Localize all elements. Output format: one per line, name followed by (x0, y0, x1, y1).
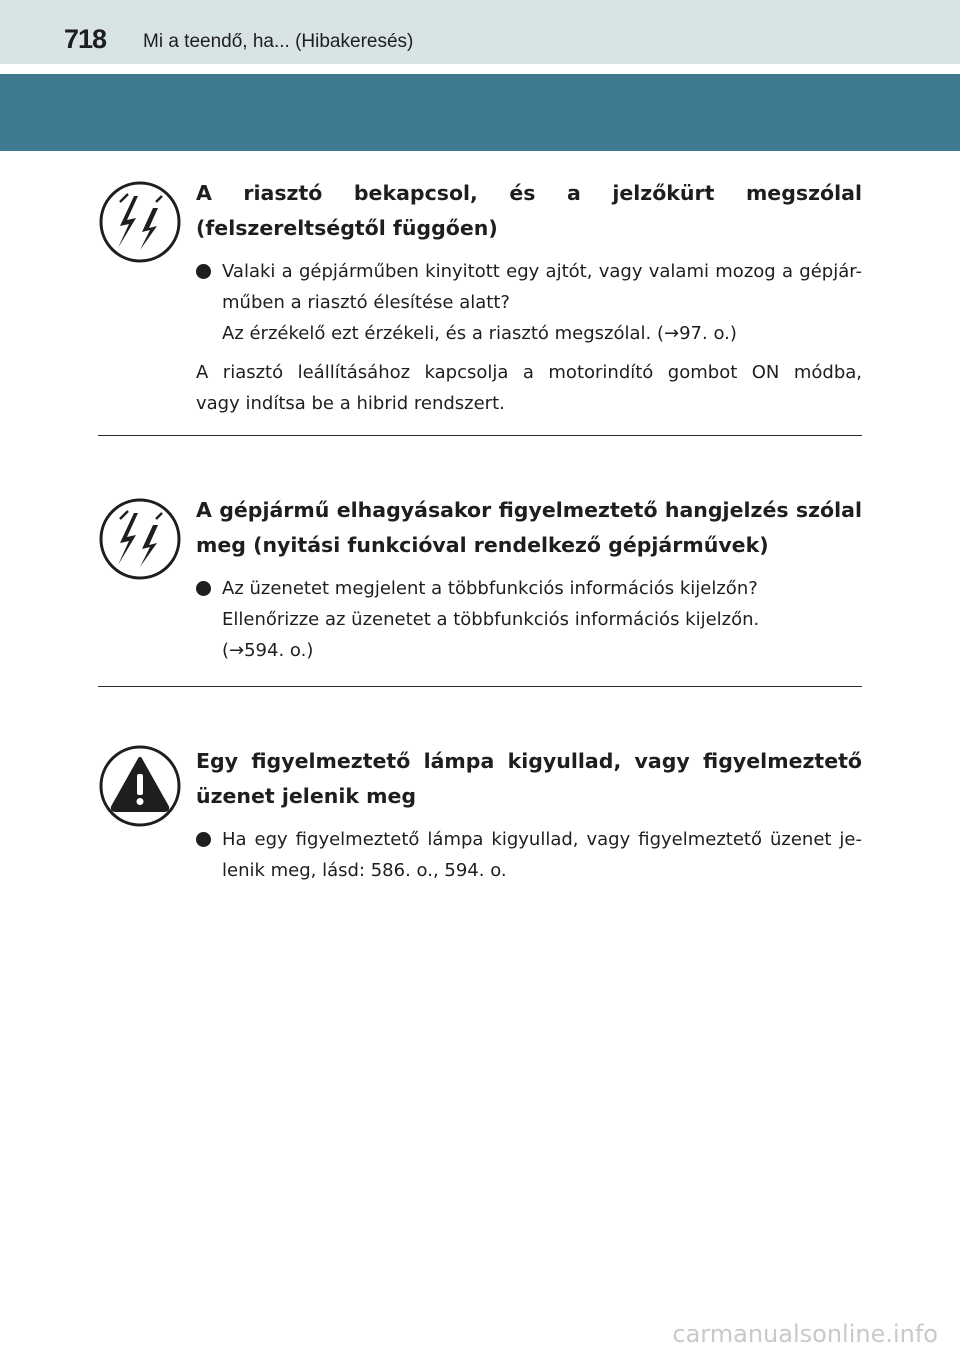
bullet-line: (→594. o.) (222, 640, 314, 661)
bullet-line: műben a riasztó élesítése alatt? (222, 292, 510, 313)
note-paragraph (196, 357, 862, 419)
section-title: A riasztó bekapcsol, és a jelzőkürt megszólal (felszereltségtől függően) (196, 181, 862, 240)
watermark: carmanualsonline.info (672, 1320, 938, 1348)
section-divider (98, 435, 862, 436)
section-title: A gépjármű elhagyásakor figyelmeztető hangjelzés szólal meg (nyitási funkcióval rendelkező gépjárművek) (196, 498, 862, 557)
section-alarm-sounds (98, 176, 862, 419)
note-line: A riasztó leállításához kapcsolja a motorindító gombot ON módba, (196, 362, 862, 383)
section-warning-light (98, 744, 862, 886)
bullet-dot (196, 581, 211, 596)
page-number: 718 (64, 24, 107, 54)
note-line: vagy indítsa be a hibrid rendszert. (196, 393, 505, 414)
bullet-line: Ha egy figyelmeztető lámpa kigyullad, vagy figyelmeztető üzenet je- (222, 829, 862, 850)
bullet-line: lenik meg, lásd: 586. o., 594. o. (222, 860, 507, 881)
bullet-item (196, 824, 862, 886)
header-band (0, 74, 960, 151)
chapter-title: Mi a teendő, ha... (Hibakeresés) (143, 31, 414, 52)
sound-alarm-icon (98, 497, 182, 581)
section-title: Egy figyelmeztető lámpa kigyullad, vagy figyelmeztető üzenet jelenik meg (196, 749, 862, 808)
warning-exclamation-icon (98, 744, 182, 828)
sound-alarm-icon (98, 180, 182, 264)
bullet-line: Valaki a gépjárműben kinyitott egy ajtót, vagy valami mozog a gépjár- (222, 261, 862, 282)
bullet-dot (196, 264, 211, 279)
bullet-line: Ellenőrizze az üzenetet a többfunkciós információs kijelzőn. (222, 609, 760, 630)
bullet-line: Az üzenetet megjelent a többfunkciós információs kijelzőn? (222, 578, 758, 599)
bullet-line: Az érzékelő ezt érzékeli, és a riasztó megszólal. (→97. o.) (222, 323, 737, 344)
bullet-item (196, 256, 862, 349)
bullet-dot (196, 832, 211, 847)
section-divider (98, 686, 862, 687)
bullet-item (196, 573, 862, 666)
section-leaving-vehicle-buzzer (98, 493, 862, 666)
